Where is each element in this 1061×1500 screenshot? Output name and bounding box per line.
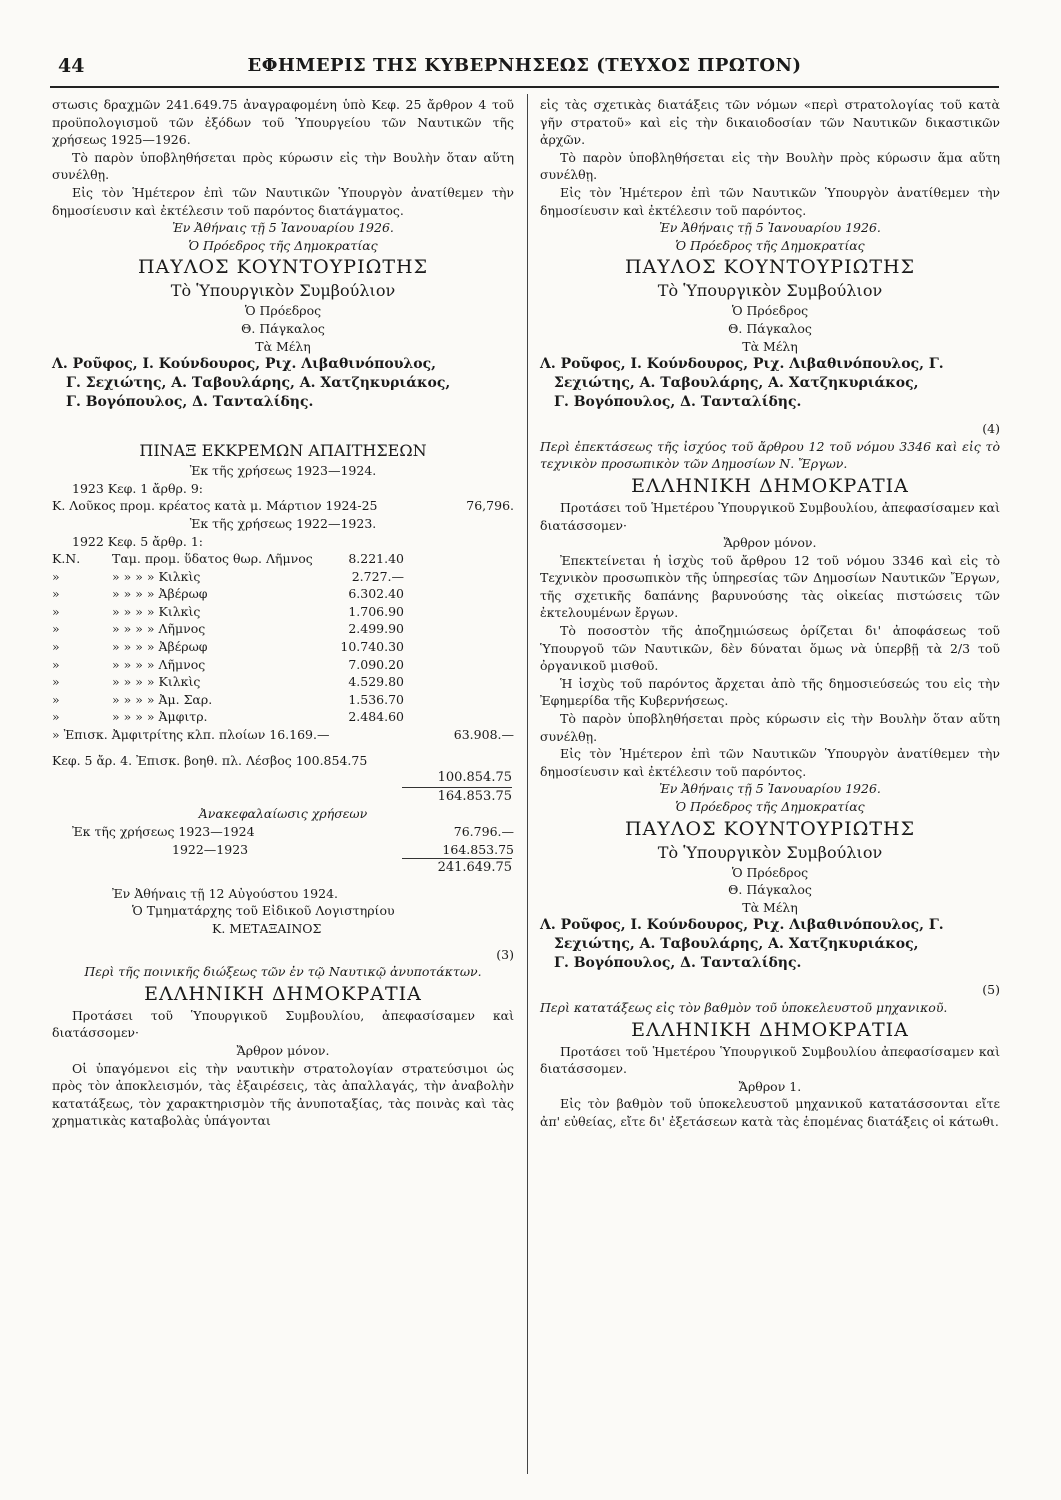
table-row: » » » » » Ἀβέρωφ 6.302.40 — [52, 586, 404, 602]
members-line: Γ. Βογόπουλος, Δ. Τανταλίδης. — [66, 394, 314, 411]
article-heading: Ἄρθρον μόνον. — [723, 535, 817, 551]
republic-heading: ΕΛΛΗΝΙΚΗ ΔΗΜΟΚΡΑΤΙΑ — [144, 982, 422, 1005]
page-header — [58, 55, 991, 85]
dept-name: Κ. ΜΕΤΑΞΑΙΝΟΣ — [212, 920, 322, 936]
date-line: Ἐν Ἀθήναις τῇ 5 Ἰανουαρίου 1926. — [659, 220, 881, 236]
section-title: Περὶ ἐπεκτάσεως τῆς ἰσχύος τοῦ ἄρθρου 12 τοῦ νόμου 3346 καὶ εἰς τὸ τεχνικὸν προσωπικὸν τῶν Δημοσίων Ν. Ἔργων. — [540, 438, 1000, 472]
president-name: ΠΑΥΛΟΣ ΚΟΥΝΤΟΥΡΙΩΤΗΣ — [624, 256, 916, 279]
president-title: Ὁ Πρόεδρος τῆς Δημοκρατίας — [675, 799, 865, 814]
table-row: » » » » » Ἀμφιτρ. 2.484.60 — [52, 709, 404, 725]
paragraph: Προτάσει τοῦ Ἡμετέρου Ὑπουργικοῦ Συμβουλίου, ἀπεφασίσαμεν καὶ διατάσσομεν· — [540, 499, 1000, 533]
president-name: ΠΑΥΛΟΣ ΚΟΥΝΤΟΥΡΙΩΤΗΣ — [137, 256, 429, 279]
dept-title: Ὁ Τμηματάρχης τοῦ Εἰδικοῦ Λογιστηρίου — [132, 903, 395, 919]
members-line: Γ. Βογόπουλος, Δ. Τανταλίδης. — [554, 955, 802, 972]
members-line: Λ. Ροῦφος, Ι. Κούνδουρος, Ριχ. Λιβαθινόπουλος, — [52, 356, 436, 373]
members-title: Τὰ Μέλη — [742, 899, 798, 915]
table-subheading: Ἐκ τῆς χρήσεως 1923—1924. — [189, 463, 377, 479]
members-line: Λ. Ροῦφος, Ι. Κούνδουρος, Ριχ. Λιβαθινόπουλος, Γ. — [540, 917, 944, 934]
members-title: Τὰ Μέλη — [742, 338, 798, 354]
chair-name: Θ. Πάγκαλος — [728, 320, 812, 336]
paragraph: Τὸ παρὸν ὑποβληθήσεται πρὸς κύρωσιν εἰς τὴν Βουλὴν ὅταν αὕτη συνέλθῃ. — [52, 149, 514, 183]
table-row: » Ἐπισκ. Ἀμφιτρίτης κλπ. πλοίων 16.169.— 63.908.— — [52, 727, 514, 743]
paragraph: Τὸ παρὸν ὑποβληθήσεται εἰς τὴν Βουλὴν πρὸς κύρωσιν ἅμα αὕτη συνέλθῃ. — [540, 149, 1000, 183]
republic-heading: ΕΛΛΗΝΙΚΗ ΔΗΜΟΚΡΑΤΙΑ — [631, 1018, 909, 1041]
table-row: 1922—1923 164.853.75 — [172, 841, 514, 857]
section-number: (3) — [496, 946, 514, 962]
council-heading: Τὸ Ὑπουργικὸν Συμβούλιον — [170, 281, 396, 301]
president-title: Ὁ Πρόεδρος τῆς Δημοκρατίας — [675, 237, 865, 253]
table-subheading: 1923 Κεφ. 1 ἄρθρ. 9: — [72, 480, 203, 496]
council-heading: Τὸ Ὑπουργικὸν Συμβούλιον — [657, 842, 883, 862]
article-heading: Ἄρθρον 1. — [738, 1078, 802, 1094]
paragraph: Τὸ ποσοστὸν τῆς ἀποζημιώσεως ὁρίζεται δι' ἀποφάσεως τοῦ Ὑπουργοῦ τῶν Ναυτικῶν, δὲν δύναται ὅμως νὰ ὑπερβῇ τὰ 2/3 τοῦ ὀργανικοῦ μισθοῦ. — [540, 623, 1000, 674]
table-row: » » » » » Κιλκὶς 2.727.— — [52, 568, 404, 584]
gazette-title: ΕΦΗΜΕΡΙΣ ΤΗΣ ΚΥΒΕΡΝΗΣΕΩΣ (ΤΕΥΧΟΣ ΠΡΩΤΟΝ) — [247, 55, 802, 76]
paragraph: στωσις δραχμῶν 241.649.75 ἀναγραφομένη ὑπὸ Κεφ. 25 ἄρθρον 4 τοῦ προϋπολογισμοῦ τῶν ἐξόδων τοῦ Ὑπουργείου τῶν Ναυτικῶν τῆς χρήσεως 1925—1926. — [52, 97, 514, 148]
paragraph: Εἰς τὸν βαθμὸν τοῦ ὑποκελευστοῦ μηχανικοῦ κατατάσσονται εἴτε ἀπ' εὐθείας, εἴτε δι' ἐξετάσεων κατὰ τὰς ἑπομένας διατάξεις οἱ κάτωθι. — [540, 1096, 1000, 1129]
table-row: » » » » » Κιλκὶς 4.529.80 — [52, 674, 404, 690]
table-row: Κ.Ν. Ταμ. προμ. ὕδατος θωρ. Λῆμνος 8.221.40 — [52, 551, 404, 567]
president-title: Ὁ Πρόεδρος τῆς Δημοκρατίας — [188, 237, 378, 253]
chair-title: Ὁ Πρόεδρος — [731, 864, 809, 880]
paragraph: Οἱ ὑπαγόμενοι εἰς τὴν ναυτικὴν στρατολογίαν στρατεύσιμοι ὡς πρὸς τὸν ἀποκλεισμόν, τὰς ἐξαιρέσεις, τὰς ἀπαλλαγάς, τὴν ἀναβολὴν κατατάξεως, τὸν χαρακτηρισμὸν τῆς ἀνυποταξίας, τὰς ποινὰς καὶ τὰς χρηματικὰς καταβολὰς ὑπάγονται — [52, 1060, 514, 1129]
paragraph: Προτάσει τοῦ Ὑπουργικοῦ Συμβουλίου, ἀπεφασίσαμεν καὶ διατάσσομεν· — [52, 1007, 514, 1041]
paragraph: Ἡ ἰσχὺς τοῦ παρόντος ἄρχεται ἀπὸ τῆς δημοσιεύσεώς του εἰς τὴν Ἐφημερίδα τῆς Κυβερνήσεως. — [540, 675, 1000, 709]
header-rule — [50, 86, 999, 88]
subtotal: 100.854.75 — [437, 770, 512, 786]
table-row: » » » » » Κιλκὶς 1.706.90 — [52, 603, 404, 619]
council-heading: Τὸ Ὑπουργικὸν Συμβούλιον — [657, 281, 883, 301]
members-line: Σεχιώτης, Α. Ταβουλάρης, Α. Χατζηκυριάκος, — [554, 936, 919, 953]
paragraph: Εἰς τὸν Ἡμέτερον ἐπὶ τῶν Ναυτικῶν Ὑπουργὸν ἀνατίθεμεν τὴν δημοσίευσιν καὶ ἐκτέλεσιν τοῦ παρόντος. — [540, 184, 1000, 218]
recap-title: Ἀνακεφαλαίωσις χρήσεων — [198, 806, 368, 822]
table-row: » » » » » Ἀβέρωφ 10.740.30 — [52, 639, 404, 655]
paragraph: εἰς τὰς σχετικὰς διατάξεις τῶν νόμων «περὶ στρατολογίας τοῦ κατὰ γῆν στρατοῦ» καὶ εἰς τὴν δικαιοδοσίαν τῶν Ναυτικῶν δικαστικῶν ἀρχῶν. — [540, 97, 1000, 148]
members-line: Γ. Σεχιώτης, Α. Ταβουλάρης, Α. Χατζηκυριάκος, — [66, 375, 451, 392]
president-name: ΠΑΥΛΟΣ ΚΟΥΝΤΟΥΡΙΩΤΗΣ — [624, 817, 916, 840]
members-line: Λ. Ροῦφος, Ι. Κούνδουρος, Ριχ. Λιβαθινόπουλος, Γ. — [540, 356, 944, 373]
table-row: » » » » » Ἀμ. Σαρ. 1.536.70 — [52, 691, 404, 707]
date-line: Ἐν Ἀθήναις τῇ 5 Ἰανουαρίου 1926. — [172, 220, 394, 236]
table-row: Ἐκ τῆς χρήσεως 1923—1924 76.796.— — [72, 824, 514, 839]
republic-heading: ΕΛΛΗΝΙΚΗ ΔΗΜΟΚΡΑΤΙΑ — [631, 474, 909, 497]
left-column — [52, 96, 514, 1130]
table-title: ΠΙΝΑΞ ΕΚΚΡΕΜΩΝ ΑΠΑΙΤΗΣΕΩΝ — [139, 441, 427, 461]
paragraph: Τὸ παρὸν ὑποβληθήσεται πρὸς κύρωσιν εἰς τὴν Βουλὴν ὅταν αὕτη συνέλθῃ. — [540, 711, 1000, 744]
article-heading: Ἄρθρον μόνον. — [236, 1042, 330, 1058]
paragraph: Εἰς τὸν Ἡμέτερον ἐπὶ τῶν Ναυτικῶν Ὑπουργὸν ἀνατίθεμεν τὴν δημοσίευσιν καὶ ἐκτέλεσιν τοῦ παρόντος διατάγματος. — [52, 184, 514, 218]
paragraph: Ἐπεκτείνεται ἡ ἰσχὺς τοῦ ἄρθρου 12 τοῦ νόμου 3346 καὶ εἰς τὸ Τεχνικὸν προσωπικὸν τῆς ὑπηρεσίας τῶν Δημοσίων Ναυτικῶν Ἔργων, τῆς σχετικῆς δαπάνης βαρυνούσης τὰς οἰκείας πιστώσεις τῶν ἐκτελουμένων ἔργων. — [540, 552, 1000, 621]
table-row: Κ. Λοῦκος προμ. κρέατος κατὰ μ. Μάρτιον 1924-25 76,796. — [52, 498, 514, 514]
claims-table — [52, 550, 514, 726]
subtotal: 164.853.75 — [437, 788, 512, 804]
members-line: Σεχιώτης, Α. Ταβουλάρης, Α. Χατζηκυριάκος, — [554, 375, 919, 392]
date-line: Ἐν Ἀθήναις τῇ 12 Αὐγούστου 1924. — [112, 885, 339, 901]
chair-name: Θ. Πάγκαλος — [728, 882, 812, 898]
section-title: Περὶ κατατάξεως εἰς τὸν βαθμὸν τοῦ ὑποκελευστοῦ μηχανικοῦ. — [540, 999, 948, 1015]
grand-total: 241.649.75 — [437, 860, 512, 876]
column-divider — [527, 94, 528, 1474]
section-title: Περὶ τῆς ποινικῆς διώξεως τῶν ἐν τῷ Ναυτικῷ ἀνυποτάκτων. — [84, 964, 482, 980]
paragraph: Εἰς τὸν Ἡμέτερον ἐπὶ τῶν Ναυτικῶν Ὑπουργὸν ἀνατίθεμεν τὴν δημοσίευσιν καὶ ἐκτέλεσιν τοῦ παρόντος. — [540, 746, 1000, 779]
paragraph: Προτάσει τοῦ Ἡμετέρου Ὑπουργικοῦ Συμβουλίου ἀπεφασίσαμεν καὶ διατάσσομεν. — [540, 1043, 1000, 1077]
page-number: 44 — [58, 55, 85, 77]
table-subheading: Ἐκ τῆς χρήσεως 1922—1923. — [189, 515, 377, 531]
section-number: (4) — [982, 421, 1000, 437]
table-subheading: 1922 Κεφ. 5 ἄρθρ. 1: — [72, 533, 203, 549]
section-number: (5) — [982, 982, 1000, 998]
table-row: » » » » » Λῆμνος 2.499.90 — [52, 621, 404, 637]
table-row: Κεφ. 5 ἄρ. 4. Ἐπισκ. βοηθ. πλ. Λέσβος 100.854.75 — [52, 752, 368, 768]
table-row: » » » » » Λῆμνος 7.090.20 — [52, 656, 404, 672]
date-line: Ἐν Ἀθήναις τῇ 5 Ἰανουαρίου 1926. — [659, 781, 881, 797]
chair-title: Ὁ Πρόεδρος — [731, 303, 809, 319]
members-title: Τὰ Μέλη — [255, 338, 311, 354]
chair-title: Ὁ Πρόεδρος — [244, 303, 322, 319]
chair-name: Θ. Πάγκαλος — [241, 320, 325, 336]
right-column — [540, 96, 1000, 1131]
members-line: Γ. Βογόπουλος, Δ. Τανταλίδης. — [554, 394, 802, 411]
